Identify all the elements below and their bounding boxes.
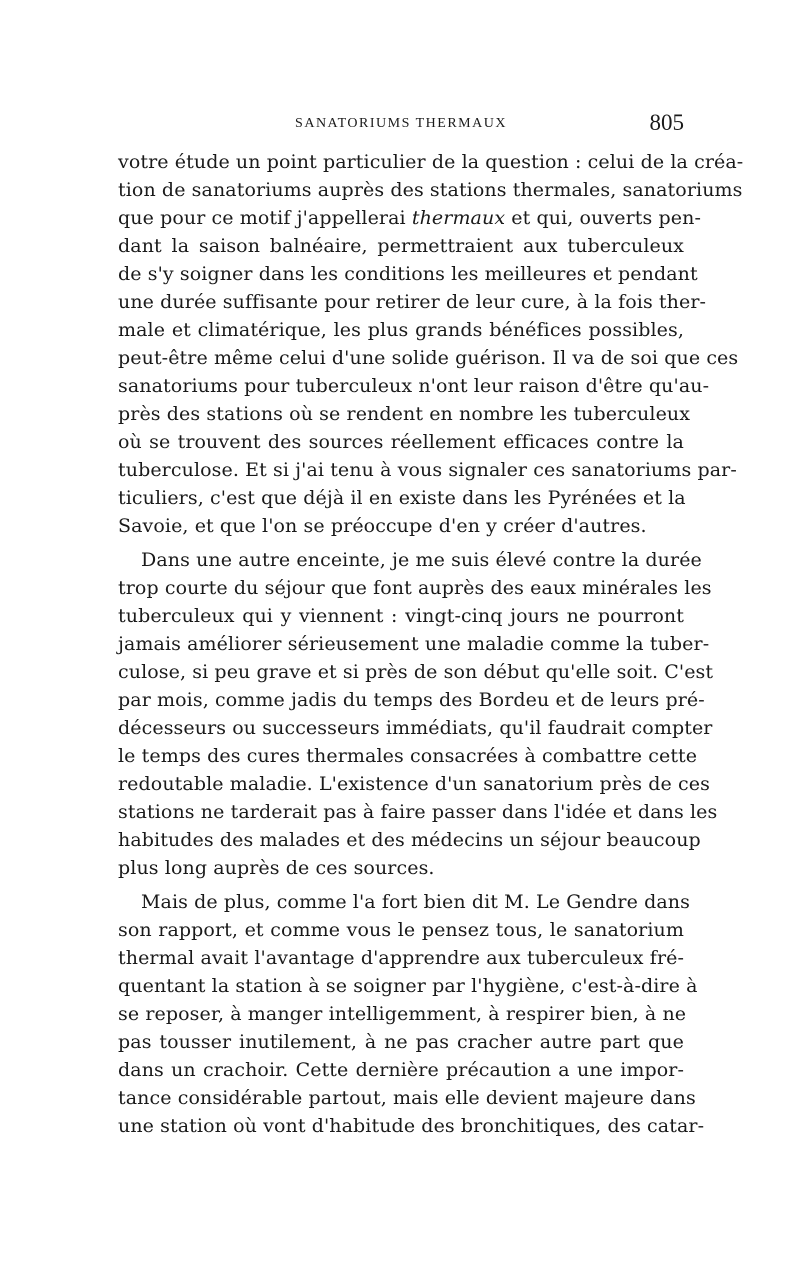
text-line: une durée suffisante pour retirer de leur cure, à la fois ther- [118,291,707,313]
text-line: sanatoriums pour tuberculeux n'ont leur raison d'être qu'au- [118,375,710,397]
text-line: trop courte du séjour que font auprès des eaux minérales les [118,577,712,599]
text-line: ticuliers, c'est que déjà il en existe dans les Pyrénées et la [118,487,686,509]
text-line: jamais améliorer sérieusement une maladie comme la tuber- [118,633,710,655]
text-line: peut-être même celui d'une solide guérison. Il va de soi que ces [118,347,739,369]
text-line: Savoie, et que l'on se préoccupe d'en y créer d'autres. [118,515,647,537]
text-line: tance considérable partout, mais elle devient majeure dans [118,1087,696,1109]
text-line: où se trouvent des sources réellement efficaces contre la [118,431,684,453]
paragraph-3 [118,888,705,1140]
text-line: près des stations où se rendent en nombre les tuberculeux [118,403,691,425]
text-line: habitudes des malades et des médecins un séjour beaucoup [118,829,701,851]
text-line: plus long auprès de ces sources. [118,857,435,879]
text-line: de s'y soigner dans les conditions les meilleures et pendant [118,263,698,285]
running-head [118,112,684,142]
page-number: 805 [649,110,684,135]
text-line: tuberculose. Et si j'ai tenu à vous signaler ces sanatoriums par- [118,459,737,481]
text-line: votre étude un point particulier de la question : celui de la créa- [118,151,744,173]
text-line: stations ne tarderait pas à faire passer dans l'idée et dans les [118,801,718,823]
text-line: redoutable maladie. L'existence d'un sanatorium près de ces [118,773,710,795]
text-line: quentant la station à se soigner par l'hygiène, c'est-à-dire à [118,975,698,997]
text-line: thermal avait l'avantage d'apprendre aux tuberculeux fré- [118,947,684,969]
body-text [118,148,744,1140]
text-line: tuberculeux qui y viennent : vingt-cinq jours ne pourront [118,605,684,627]
text-line: Mais de plus, comme l'a fort bien dit M. Le Gendre dans [141,891,690,913]
text-line: tion de sanatoriums auprès des stations thermales, sanatoriums [118,179,743,201]
text-line: que pour ce motif j'appellerai thermaux et qui, ouverts pen- [118,207,701,229]
running-title: SANATORIUMS THERMAUX [295,116,507,131]
text-line: une station où vont d'habitude des bronchitiques, des catar- [118,1115,705,1137]
text-line: son rapport, et comme vous le pensez tous, le sanatorium [118,919,684,941]
paragraph-2 [118,546,718,882]
text-line: culose, si peu grave et si près de son début qu'elle soit. C'est [118,661,714,683]
text-line: le temps des cures thermales consacrées à combattre cette [118,745,698,767]
text-line: décesseurs ou successeurs immédiats, qu'il faudrait compter [118,717,713,739]
text-line: par mois, comme jadis du temps des Bordeu et de leurs pré- [118,689,705,711]
text-line: dant la saison balnéaire, permettraient aux tuberculeux [118,235,684,257]
text-line: pas tousser inutilement, à ne pas cracher autre part que [118,1031,684,1053]
text-line: se reposer, à manger intelligemment, à respirer bien, à ne [118,1003,687,1025]
text-line: dans un crachoir. Cette dernière précaution a une impor- [118,1059,684,1081]
paragraph-1 [118,148,744,540]
text-line: male et climatérique, les plus grands bénéfices possibles, [118,319,684,341]
text-line: Dans une autre enceinte, je me suis élevé contre la durée [141,549,702,571]
